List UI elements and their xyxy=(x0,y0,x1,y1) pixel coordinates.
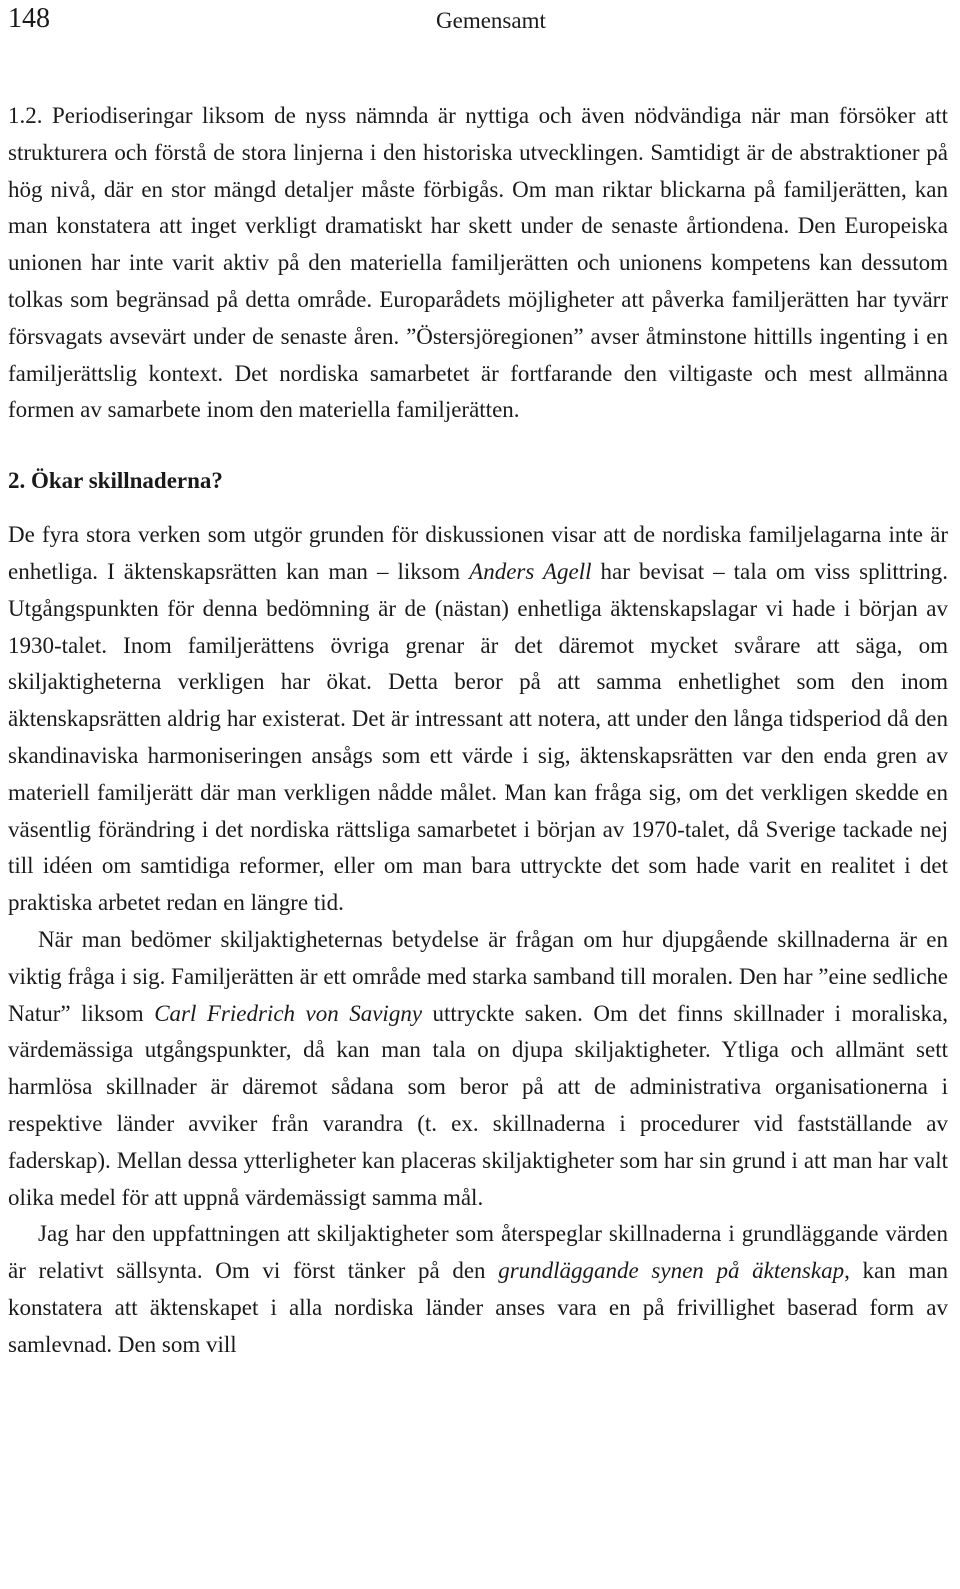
page-number: 148 xyxy=(8,3,50,34)
paragraph-1-2: 1.2. Periodiseringar liksom de nyss nämnda är nyttiga och även nödvändiga när man försöker att strukturera och förstå de stora linjerna i den historiska utvecklingen. Samtidigt är de abstraktioner på hög nivå, där en stor mängd detaljer måste förbigås. Om man riktar blickarna på familjerätten, kan man konstatera att inget verkligt dramatiskt har skett under de senaste årtiondena. Den Europeiska unionen har inte varit aktiv på den materiella familjerätten och unionens kompetens kan dessutom tolkas som begränsad på detta område. Europarådets möjligheter att påverka familjerätten har tyvärr försvagats avsevärt under de senaste åren. ”Östersjöregionen” avser åtminstone hittills ingenting i en familjerättslig kontext. Det nordiska samarbetet är fortfarande den viltigaste och mest allmänna formen av samarbete inom den materiella familjerätten. xyxy=(8,103,948,423)
running-title: Gemensamt xyxy=(436,8,546,33)
emphasis-grundlaggande-synen: grundläggande synen på äktenskap xyxy=(498,1258,845,1284)
paragraph-4: Jag har den uppfattningen att skiljaktigheter som återspeglar skillnaderna i grundläggande värden är relativt sällsynta. Om vi först tänker på den grundläggande synen på äktenskap, kan man konstatera att äktenskapet i alla nordiska länder anses vara en på frivillighet baserad form av samlevnad. Den som vill xyxy=(8,1221,948,1357)
author-name-agell: Anders Agell xyxy=(469,558,592,584)
paragraph-3: När man bedömer skiljaktigheternas betydelse är frågan om hur djupgående skillnaderna är en viktig fråga i sig. Familjerätten är ett område med starka samband till moralen. Den har ”eine sedliche Natur” liksom Carl Friedrich von Savigny uttryckte saken. Om det finns skillnader i moraliska, värdemässiga utgångspunkter, då kan man tala on djupa skiljaktigheter. Ytliga och allmänt sett harmlösa skillnader är däremot sådana som beror på att de administrativa organisationerna i respektive länder avviker från varandra (t. ex. skillnaderna i procedurer vid fastställande av faderskap). Mellan dessa ytterligheter kan placeras skiljaktigheter som har sin grund i att man har valt olika medel för att uppnå värdemässigt samma mål. xyxy=(8,926,949,1210)
running-header xyxy=(8,0,948,60)
author-name-savigny: Carl Friedrich von Savigny xyxy=(154,1000,423,1026)
document-page xyxy=(8,0,948,1364)
paragraph-2: De fyra stora verken som utgör grunden för diskussionen visar att de nordiska familjelagarna inte är enhetliga. I äktenskapsrätten kan man – liksom Anders Agell har bevisat – tala om viss splittring. Utgångspunkten för denna bedömning är de (nästan) enhetliga äktenskapslagar vi hade i början av 1930-talet. Inom familjerättens övriga grenar är det däremot mycket svårare att säga, om skiljaktigheterna verkligen har ökat. Detta beror på att samma enhetlighet som den inom äktenskapsrätten aldrig har existerat. Det är intressant att notera, att under den långa tidsperiod då den skandinaviska harmoniseringen ansågs som ett värde i sig, äktenskapsrätten var den enda gren av materiell familjerätt där man verkligen nådde målet. Man kan fråga sig, om det verkligen skedde en väsentlig förändring i det nordiska rättsliga samarbetet i början av 1970-talet, då Sverige tackade nej till idéen om samtidiga reformer, eller om man bara uttryckte det som hade varit en realitet i det praktiska arbetet redan en längre tid. xyxy=(8,522,948,916)
section-heading: 2. Ökar skillnaderna? xyxy=(8,468,223,494)
